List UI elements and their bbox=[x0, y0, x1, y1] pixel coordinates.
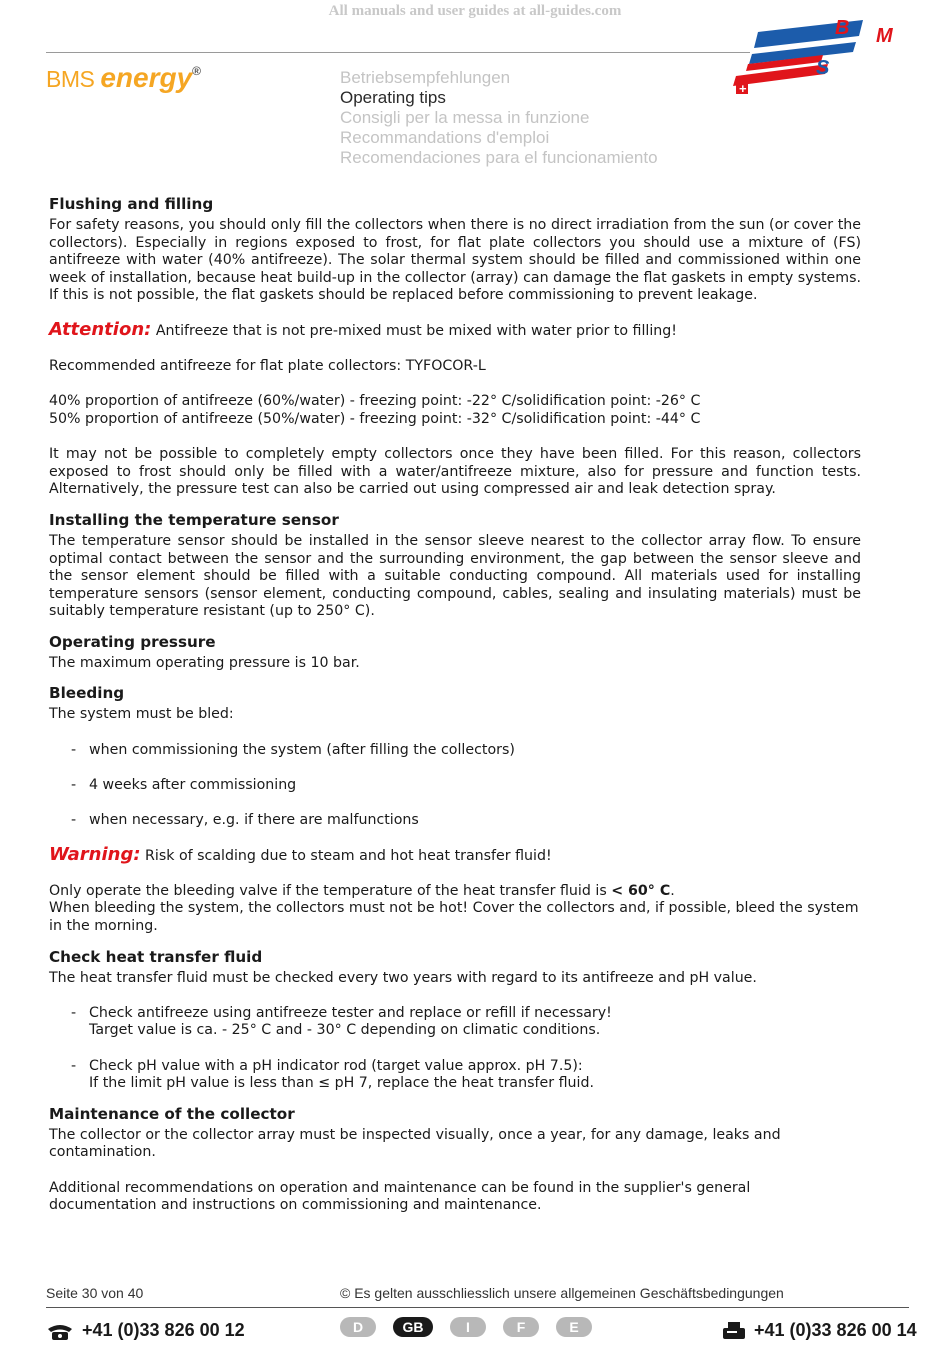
list-item: - Check pH value with a pH indicator rod (target value approx. pH 7.5): If the limit pH value is less than ≤ pH 7, replace the heat transfer fluid. bbox=[71, 1057, 594, 1092]
fluid-item-2-line-2: If the limit pH value is less than ≤ pH 7, replace the heat transfer fluid. bbox=[89, 1075, 594, 1092]
bleeding-hot-paragraph: When bleeding the system, the collectors must not be hot! Cover the collectors and, if possible, bleed the system in the morning. bbox=[49, 900, 859, 934]
phone-number: +41 (0)33 826 00 12 bbox=[82, 1320, 245, 1340]
title-fr: Recommandations d'emploi bbox=[340, 128, 550, 147]
attention-text: Antifreeze that is not pre-mixed must be mixed with water prior to filling! bbox=[151, 322, 677, 339]
title-en: Operating tips bbox=[340, 88, 446, 107]
phone-icon bbox=[46, 1321, 74, 1341]
fluid-item-1-line-1: Check antifreeze using antifreeze tester and replace or refill if necessary! bbox=[89, 1004, 612, 1021]
lang-pill-gb[interactable]: GB bbox=[393, 1317, 433, 1337]
lang-pill-d[interactable]: D bbox=[340, 1317, 376, 1337]
document-body bbox=[49, 195, 861, 1215]
title-it: Consigli per la messa in funzione bbox=[340, 108, 590, 127]
proportion-40: 40% proportion of antifreeze (60%/water) - freezing point: -22° C/solidification point: -26° C bbox=[49, 393, 701, 410]
heading-maintenance: Maintenance of the collector bbox=[49, 1104, 295, 1123]
list-item: - when commissioning the system (after filling the collectors) bbox=[71, 741, 515, 758]
list-item: - when necessary, e.g. if there are malfunctions bbox=[71, 812, 419, 829]
bleeding-valve-paragraph bbox=[49, 883, 861, 901]
fax-number: +41 (0)33 826 00 14 bbox=[754, 1320, 917, 1340]
logo-letter-s: S bbox=[816, 57, 830, 79]
heading-fluid: Check heat transfer fluid bbox=[49, 947, 263, 966]
fluid-item-1-line-2: Target value is ca. - 25° C and - 30° C depending on climatic conditions. bbox=[89, 1022, 601, 1039]
language-selector bbox=[340, 1317, 609, 1337]
watermark: All manuals and user guides at all-guides.com bbox=[328, 3, 622, 19]
title-es: Recomendaciones para el funcionamiento bbox=[340, 148, 658, 167]
bleeding-item-3: when necessary, e.g. if there are malfunctions bbox=[89, 812, 419, 829]
header-rule bbox=[46, 52, 750, 53]
sensor-paragraph: The temperature sensor should be installed in the sensor sleeve nearest to the collector array flow. To ensure optimal contact between the sensor and the surrounding environment, the gap between the sensor sleeve and the sensor element should be filled with a suitable conducting compound. All materials used for installing temperature sensors (sensor element, conducting compound, cables, sealing and insulating materials) must be suitably temperature resistant (up to 250° C). bbox=[49, 532, 861, 620]
fax-icon bbox=[722, 1321, 746, 1341]
bleeding-intro: The system must be bled: bbox=[49, 706, 234, 723]
fluid-paragraph: The heat transfer fluid must be checked every two years with regard to its antifreeze and pH value. bbox=[49, 969, 757, 986]
heading-bleeding: Bleeding bbox=[49, 684, 125, 703]
logo-letter-m: M bbox=[876, 25, 893, 47]
valve-text-end: . bbox=[670, 882, 675, 899]
heading-pressure: Operating pressure bbox=[49, 632, 216, 651]
registered-mark: ® bbox=[192, 63, 202, 78]
lang-pill-i[interactable]: I bbox=[450, 1317, 486, 1337]
list-item: - 4 weeks after commissioning bbox=[71, 776, 297, 793]
flushing-paragraph: For safety reasons, you should only fill the collectors when there is no direct irradiation from the sun (or cover the collectors). Especially in regions exposed to frost, for flat plate collectors you should use a mixture of (FS) antifreeze with water (40% antifreeze). The solar thermal system should be filled and commissioned within one week of installation, because heat build-up in the collector (array) can damage the flat gaskets in empty systems. If this is not possible, the flat gaskets should be replaced before commissioning to prevent leakage. bbox=[49, 217, 861, 304]
pressure-paragraph: The maximum operating pressure is 10 bar. bbox=[49, 654, 360, 671]
fluid-item-2-line-1: Check pH value with a pH indicator rod (target value approx. pH 7.5): bbox=[89, 1057, 583, 1074]
footer-rule bbox=[46, 1307, 909, 1308]
logo-letter-b: B bbox=[835, 17, 850, 39]
brand-word-1: BMS bbox=[46, 66, 95, 92]
title-de: Betriebsempfehlungen bbox=[340, 68, 511, 87]
list-item: - Check antifreeze using antifreeze tester and replace or refill if necessary! Target value is ca. - 25° C and - 30° C depending on climatic conditions. bbox=[71, 1004, 612, 1039]
fax-contact bbox=[722, 1320, 917, 1341]
maintenance-paragraph-2: Additional recommendations on operation and maintenance can be found in the supplier's general documentation and instructions on commissioning and maintenance. bbox=[49, 1179, 751, 1214]
attention-line bbox=[49, 318, 861, 341]
attention-label: Attention: bbox=[49, 318, 152, 340]
bleeding-item-1: when commissioning the system (after filling the collectors) bbox=[89, 741, 515, 758]
empty-collectors-paragraph: It may not be possible to completely empty collectors once they have been filled. For this reason, collectors exposed to frost should only be filled with a water/antifreeze mixture, also for pressure and function tests. Alternatively, the pressure test can also be carried out using compressed air and leak detection spray. bbox=[49, 446, 861, 498]
warning-line bbox=[49, 843, 861, 866]
language-titles bbox=[340, 68, 658, 168]
valve-text: Only operate the bleeding valve if the temperature of the heat transfer fluid is bbox=[49, 882, 612, 899]
brand-logo bbox=[46, 62, 201, 94]
warning-label: Warning: bbox=[49, 843, 141, 865]
terms-notice: © Es gelten ausschliesslich unsere allgemeinen Geschäftsbedingungen bbox=[340, 1285, 784, 1301]
proportion-50: 50% proportion of antifreeze (50%/water) - freezing point: -32° C/solidification point: -44° C bbox=[49, 410, 701, 427]
brand-word-2: energy bbox=[100, 62, 193, 93]
page-number: Seite 30 von 40 bbox=[46, 1285, 144, 1301]
heading-sensor: Installing the temperature sensor bbox=[49, 510, 339, 529]
maintenance-paragraph-1: The collector or the collector array must be inspected visually, once a year, for any damage, leaks and contamination. bbox=[49, 1126, 781, 1161]
bms-logo-icon bbox=[728, 12, 908, 102]
bleeding-item-2: 4 weeks after commissioning bbox=[89, 776, 297, 793]
phone-contact bbox=[46, 1320, 245, 1341]
heading-flushing: Flushing and filling bbox=[49, 195, 214, 213]
lang-pill-f[interactable]: F bbox=[503, 1317, 539, 1337]
lang-pill-e[interactable]: E bbox=[556, 1317, 592, 1337]
warning-text: Risk of scalding due to steam and hot heat transfer fluid! bbox=[140, 847, 552, 864]
recommended-antifreeze: Recommended antifreeze for flat plate collectors: TYFOCOR-L bbox=[49, 358, 486, 375]
valve-temperature: < 60° C bbox=[611, 882, 671, 899]
logo-cross: + bbox=[739, 81, 747, 96]
